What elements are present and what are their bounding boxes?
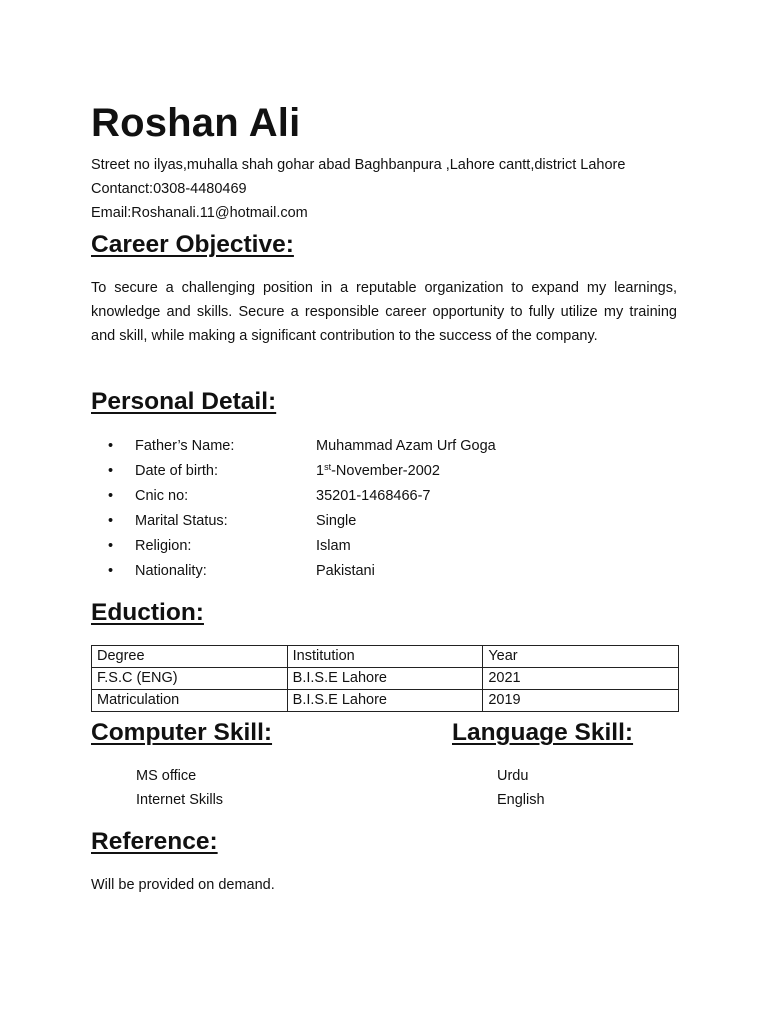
table-header-row	[92, 646, 679, 668]
email-line: Email:Roshanali.11@hotmail.com	[91, 205, 308, 221]
bullet-icon: •	[108, 463, 114, 479]
bullet-icon: •	[108, 488, 114, 504]
address-line: Street no ilyas,muhalla shah gohar abad Baghbanpura ,Lahore cantt,district Lahore	[91, 157, 626, 173]
career-objective-text: To secure a challenging position in a reputable organization to expand my learnings, knowledge and skills. Secure a responsible career opportunity to fully utilize my training and skill, while making a significant contribution to the success of the company.	[91, 280, 677, 344]
detail-row-father-name	[108, 434, 608, 459]
detail-label: Marital Status:	[135, 513, 228, 529]
detail-row-date-of-birth	[108, 459, 608, 484]
detail-value	[316, 459, 440, 484]
detail-label: Father’s Name:	[135, 438, 235, 454]
column-header-year: Year	[483, 646, 679, 668]
table-cell: Matriculation	[92, 690, 288, 712]
bullet-icon: •	[108, 513, 114, 529]
personal-detail-heading: Personal Detail:	[91, 388, 277, 415]
detail-row-religion	[108, 534, 608, 559]
detail-value: 35201-1468466-7	[316, 488, 431, 504]
detail-value: Single	[316, 513, 357, 529]
bullet-icon: •	[108, 438, 114, 454]
education-heading: Eduction:	[91, 599, 204, 626]
detail-label: Religion:	[135, 538, 192, 554]
reference-heading: Reference:	[91, 828, 218, 855]
computer-skill-item: MS office	[136, 768, 197, 784]
table-cell: B.I.S.E Lahore	[287, 690, 483, 712]
table-row	[92, 668, 679, 690]
detail-value: Islam	[316, 538, 351, 554]
detail-value: Pakistani	[316, 563, 375, 579]
table-cell: 2021	[483, 668, 679, 690]
table-row	[92, 690, 679, 712]
reference-text: Will be provided on demand.	[91, 877, 275, 893]
education-table	[91, 645, 679, 712]
detail-row-nationality	[108, 559, 608, 584]
resume-name: Roshan Ali	[91, 101, 301, 145]
bullet-icon: •	[108, 563, 114, 579]
language-skill-heading: Language Skill:	[452, 719, 634, 746]
language-skill-item: Urdu	[497, 768, 529, 784]
computer-skill-item: Internet Skills	[136, 792, 224, 808]
detail-row-marital-status	[108, 509, 608, 534]
table-cell: F.S.C (ENG)	[92, 668, 288, 690]
contact-line: Contanct:0308-4480469	[91, 181, 247, 197]
computer-skill-heading: Computer Skill:	[91, 719, 273, 746]
detail-label: Cnic no:	[135, 488, 189, 504]
career-objective-heading: Career Objective:	[91, 231, 294, 258]
detail-label: Nationality:	[135, 563, 207, 579]
dob-day-suffix: st	[324, 462, 332, 472]
personal-detail-list	[108, 434, 608, 584]
column-header-degree: Degree	[92, 646, 288, 668]
bullet-icon: •	[108, 538, 114, 554]
detail-row-cnic	[108, 484, 608, 509]
language-skill-item: English	[497, 792, 545, 808]
detail-label: Date of birth:	[135, 463, 219, 479]
detail-value: Muhammad Azam Urf Goga	[316, 438, 496, 454]
table-cell: B.I.S.E Lahore	[287, 668, 483, 690]
dob-month-year: -November-2002	[331, 463, 440, 479]
column-header-institution: Institution	[287, 646, 483, 668]
dob-day: 1	[316, 463, 325, 479]
table-cell: 2019	[483, 690, 679, 712]
